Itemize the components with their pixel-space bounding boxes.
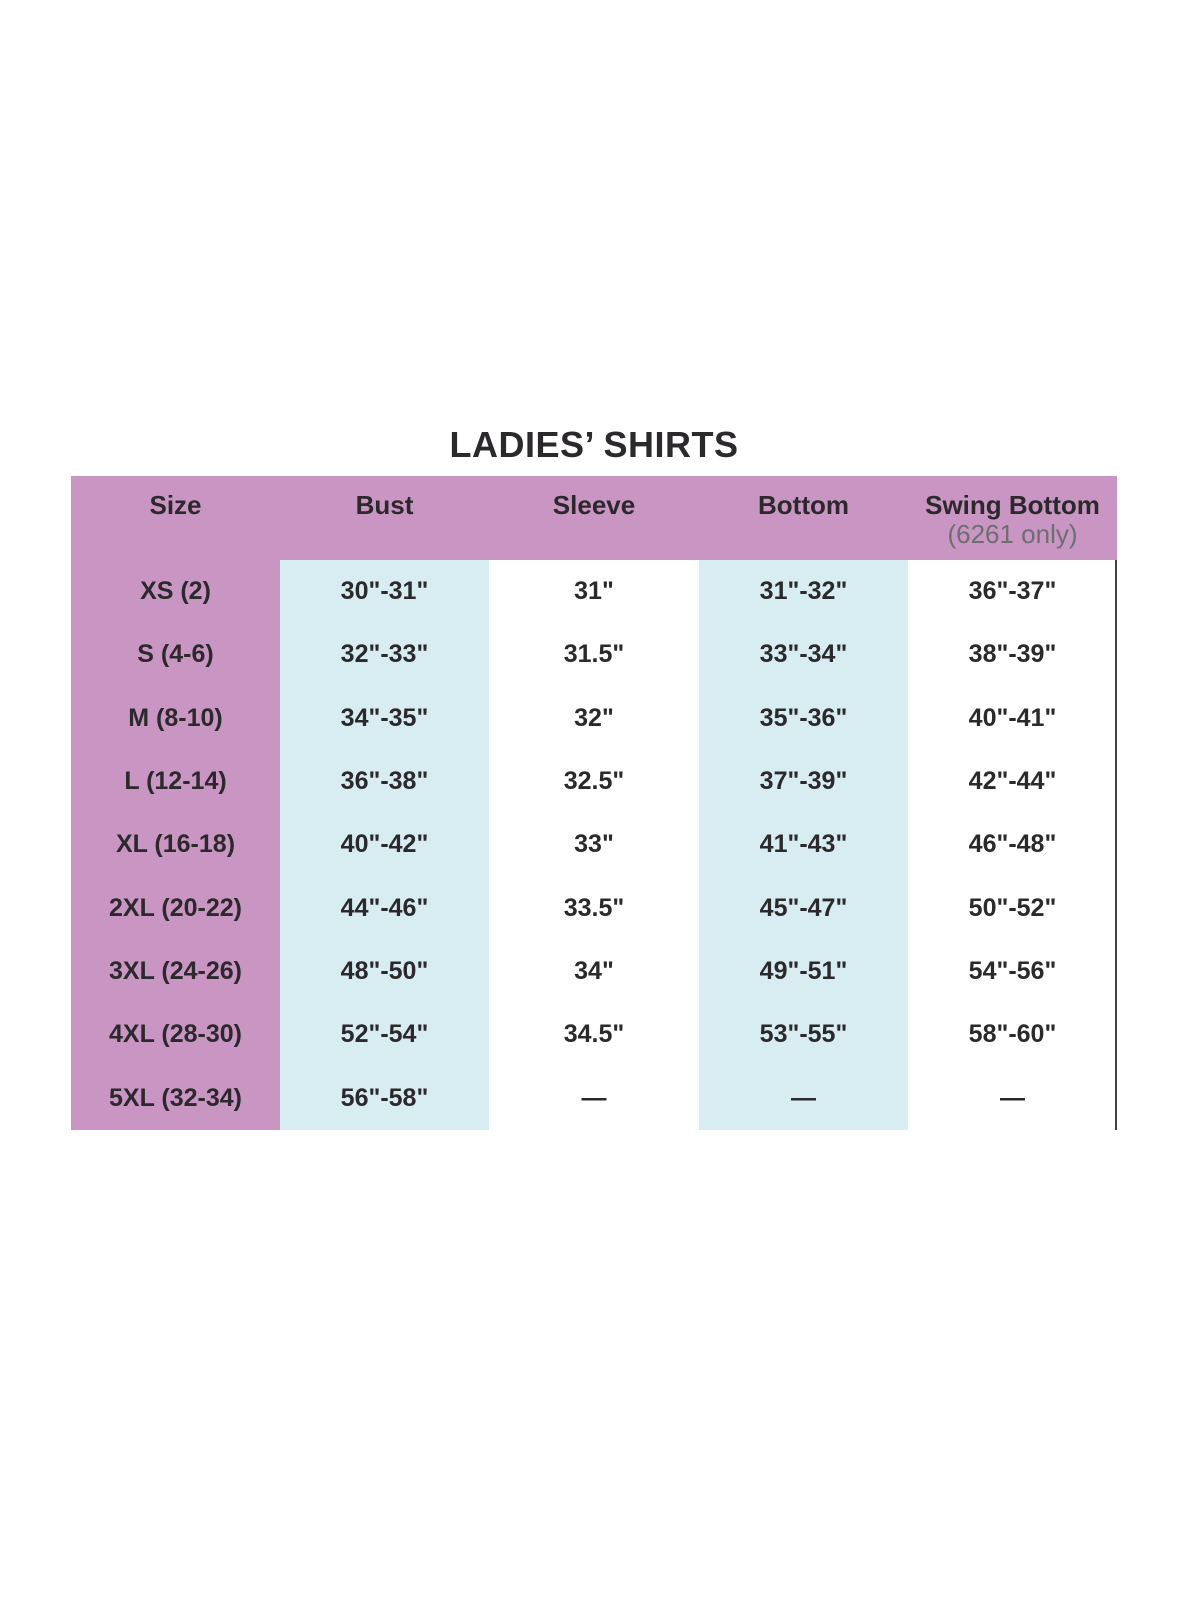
size-cell: 4XL (28-30) (71, 1003, 280, 1066)
swing-bottom-cell: 40"-41" (968, 703, 1057, 732)
swing-bottom-note: (6261 only) (947, 519, 1078, 549)
size-column-label: Size (149, 490, 202, 520)
ladies-shirts-size-table (71, 476, 1117, 1130)
size-chart-title: LADIES’ SHIRTS (449, 424, 739, 465)
bust-cell: 56"-58" (280, 1067, 489, 1130)
swing-bottom-cell: 38"-39" (968, 640, 1057, 669)
swing-bottom-cell: — (1000, 1083, 1025, 1112)
size-cell: L (12-14) (71, 750, 280, 813)
table-right-edge-line (1115, 560, 1117, 1130)
bottom-cell: 37"-39" (699, 750, 908, 813)
bust-cell: 48"-50" (280, 940, 489, 1003)
bottom-cell: 33"-34" (699, 623, 908, 686)
sleeve-column-header (489, 476, 699, 560)
sleeve-cell: 32" (574, 703, 614, 732)
bust-column-label: Bust (355, 490, 414, 520)
bottom-cell: 41"-43" (699, 813, 908, 876)
swing-bottom-column-header (908, 476, 1117, 560)
swing-bottom-cell: 58"-60" (968, 1020, 1057, 1049)
size-column-header (71, 476, 280, 560)
bottom-cell: 49"-51" (699, 940, 908, 1003)
bottom-cell: 45"-47" (699, 877, 908, 940)
sleeve-cell: 31.5" (563, 640, 625, 669)
bottom-cell: — (699, 1067, 908, 1130)
swing-bottom-column-label: Swing Bottom (925, 490, 1100, 520)
bottom-cell: 31"-32" (699, 560, 908, 623)
bust-cell: 52"-54" (280, 1003, 489, 1066)
size-cell: 3XL (24-26) (71, 940, 280, 1003)
size-cell: XL (16-18) (71, 813, 280, 876)
bust-cell: 32"-33" (280, 623, 489, 686)
sleeve-cell: — (581, 1083, 607, 1112)
bottom-cell: 53"-55" (699, 1003, 908, 1066)
bottom-column-label: Bottom (758, 490, 849, 520)
bust-cell: 34"-35" (280, 687, 489, 750)
bust-column-header (280, 476, 489, 560)
swing-bottom-cell: 42"-44" (968, 767, 1057, 796)
size-cell: S (4-6) (71, 623, 280, 686)
sleeve-cell: 34" (574, 957, 614, 986)
size-cell: 5XL (32-34) (71, 1067, 280, 1130)
swing-bottom-cell: 54"-56" (968, 957, 1057, 986)
swing-bottom-cell: 36"-37" (968, 577, 1057, 606)
bust-cell: 30"-31" (280, 560, 489, 623)
bust-cell: 36"-38" (280, 750, 489, 813)
swing-bottom-cell: 46"-48" (968, 830, 1057, 859)
sleeve-cell: 33.5" (563, 893, 625, 922)
bust-cell: 40"-42" (280, 813, 489, 876)
bottom-cell: 35"-36" (699, 687, 908, 750)
swing-bottom-cell: 50"-52" (968, 893, 1057, 922)
sleeve-cell: 32.5" (563, 767, 625, 796)
sleeve-cell: 31" (574, 577, 614, 606)
bust-cell: 44"-46" (280, 877, 489, 940)
sleeve-cell: 34.5" (563, 1020, 625, 1049)
bottom-column-header (699, 476, 908, 560)
sleeve-cell: 33" (574, 830, 614, 859)
size-cell: M (8-10) (71, 687, 280, 750)
sleeve-column-label: Sleeve (552, 490, 636, 520)
size-cell: 2XL (20-22) (71, 877, 280, 940)
size-cell: XS (2) (71, 560, 280, 623)
